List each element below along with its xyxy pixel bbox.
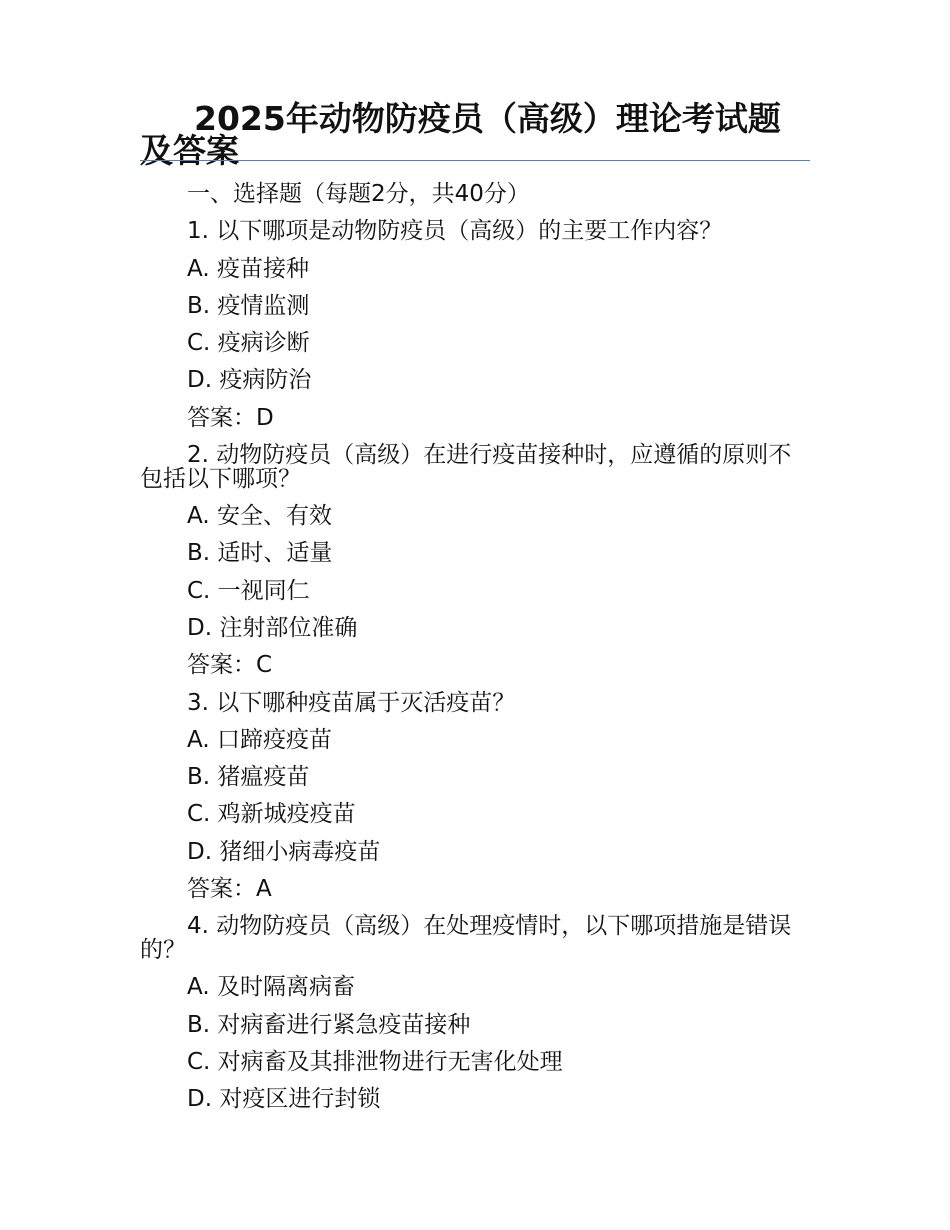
question-option: A. 安全、有效 [187,503,332,530]
question-option: B. 对病畜进行紧急疫苗接种 [187,1011,471,1038]
question-option: A. 口蹄疫疫苗 [187,726,332,753]
question-stem: 4. 动物防疫员（高级）在处理疫情时，以下哪项措施是错误的？ [140,913,792,964]
question-option: B. 猪瘟疫苗 [187,764,310,791]
question-option: B. 疫情监测 [187,292,310,319]
question-option: C. 一视同仁 [187,577,310,604]
question-stem: 1. 以下哪项是动物防疫员（高级）的主要工作内容？ [187,218,723,245]
title-underline [140,160,810,161]
question-option: D. 疫病防治 [187,367,312,394]
document-body [140,176,810,1119]
question-option: D. 对疫区进行封锁 [187,1086,381,1113]
section-heading: 一、选择题（每题2分，共40分） [187,181,530,207]
question-option: B. 适时、适量 [187,540,333,567]
question-option: D. 猪细小病毒疫苗 [187,838,381,865]
question-answer: 答案：C [187,652,273,679]
question-option: A. 及时隔离病畜 [187,974,355,1001]
question-stem: 3. 以下哪种疫苗属于灭活疫苗？ [187,689,516,716]
question-option: C. 鸡新城疫疫苗 [187,801,356,828]
question-answer: 答案：D [187,404,274,431]
question-option: C. 疫病诊断 [187,330,310,357]
question-answer: 答案：A [187,876,272,903]
question-option: A. 疫苗接种 [187,255,309,282]
question-stem: 2. 动物防疫员（高级）在进行疫苗接种时，应遵循的原则不包括以下哪项？ [140,442,792,493]
question-option: C. 对病畜及其排泄物进行无害化处理 [187,1048,563,1075]
document-title: 2025年动物防疫员（高级）理论考试题及答案 [140,99,781,170]
question-option: D. 注射部位准确 [187,614,358,641]
